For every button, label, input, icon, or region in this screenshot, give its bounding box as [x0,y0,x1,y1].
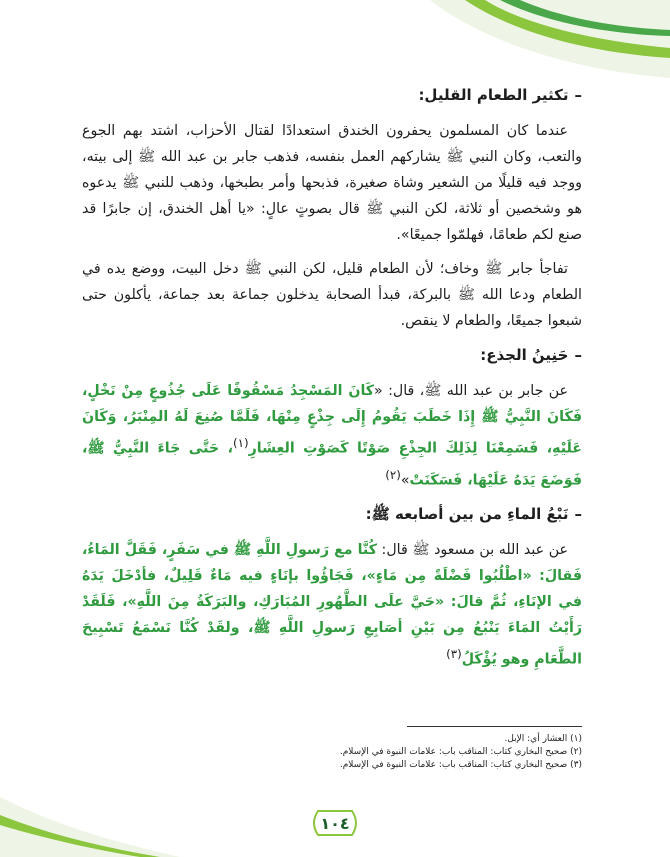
footnote-item: (٢) صحيح البخاري كتاب: المناقب باب: علامات النبوة في الإسلام. [339,747,582,757]
paragraph: عندما كان المسلمون يحفرون الخندق استعدادًا لقتال الأحزاب، اشتد بهم الجوع والتعب، وكان النبي ﷺ يشاركهم العمل بنفسه، فذهب جابر بن عبد الله ﷺ إلى بيته، ووجد فيه قليلًا من الشعير وشاة صغيرة، فذبحها وأمر بطبخها، وذهب للنبي ﷺ يدعوه هو وشخصين أو ثلاثة، لكن النبي ﷺ قال بصوتٍ عالٍ: «يا أهل الخندق، إن جابرًا قد صنع لكم طعامًا، فهلمّوا جميعًا». [82,123,582,243]
footnote-ref: (١) [232,436,249,450]
footnote-item: (٣) صحيح البخاري كتاب: المناقب باب: علامات النبوة في الإسلام. [339,760,582,770]
hadith-intro: عن جابر بن عبد الله ﷺ، قال: « [374,383,568,399]
footnote-divider [407,726,582,727]
corner-ornament-bottom [0,757,180,857]
quote-end: » [400,472,410,489]
section-heading: –تكثير الطعام القليل: [418,86,582,104]
hadith-paragraph [82,378,582,493]
hadith-quote-cont: ، حَتَّى جَاءَ النَّبِيُّ ﷺ، فَوَضَعَ يَدَهُ عَلَيْهَا، فَسَكَنَتْ [82,440,582,489]
corner-ornament-top [370,0,670,90]
paragraph: تفاجأ جابر ﷺ وخاف؛ لأن الطعام قليل، لكن النبي ﷺ دخل البيت، ووضع يده في الطعام ودعا الله ﷺ بالبركة، فبدأ الصحابة يدخلون جماعة بعد جماعة، يأكلون حتى شبعوا جميعًا، والطعام لا ينقص. [82,261,582,329]
footnote-ref: (٢) [385,467,401,482]
hadith-quote: كُنَّا مع رَسولِ اللَّهِ ﷺ في سَفَرٍ، فَقَلَّ المَاءُ، فَقالَ: «اطْلُبُوا فَضْلَةً مِن مَاءٍ»، فَجَاؤُوا بإنَاءٍ فيه مَاءٌ قَلِيلٌ، فأدْخَلَ يَدَهُ في الإنَاءِ، ثُمَّ قالَ: «حَيَّ علَى الطَّهُورِ المُبَارَكِ، والبَرَكَةُ مِنَ اللَّهِ»، فَلَقَدْ رَأَيْتُ المَاءَ يَنْبُعُ مِن بَيْنِ أصَابِعِ رَسولِ اللَّهِ ﷺ، ولقَدْ كُنَّا نَسْمَعُ تَسْبِيحَ الطَّعَامِ وهو يُؤْكَلُ [82,542,582,669]
footnote-ref: (٣) [446,647,462,662]
footnote-item: (١) العشار أي: الإبل. [504,734,582,744]
hadith-paragraph [82,537,582,673]
page-number: ١٠٤ [308,809,362,837]
section-heading: –حَنِينُ الجذع: [480,346,582,364]
hadith-quote: كَانَ المَسْجِدُ مَسْقُوفًا عَلَى جُذُوعٍ مِنْ نَخْلٍ، فَكَانَ النَّبِيُّ ﷺ إِذَا خَطَبَ يَقُومُ إِلَى جِذْعٍ مِنْهَا، فَلَمَّا صُنِعَ لَهُ المِنْبَرُ، وَكَانَ عَلَيْهِ، فَسَمِعْنَا لِذَلِكَ الجِذْعِ صَوْتًا كَصَوْتِ العِشَارِ [82,383,582,457]
main-content [82,82,582,681]
hadith-intro: عن عبد الله بن مسعود ﷺ قال: [376,542,568,559]
footnotes [82,726,582,772]
section-heading: –نَبْعُ الماءِ من بين أصابعه ﷺ: [365,505,582,524]
